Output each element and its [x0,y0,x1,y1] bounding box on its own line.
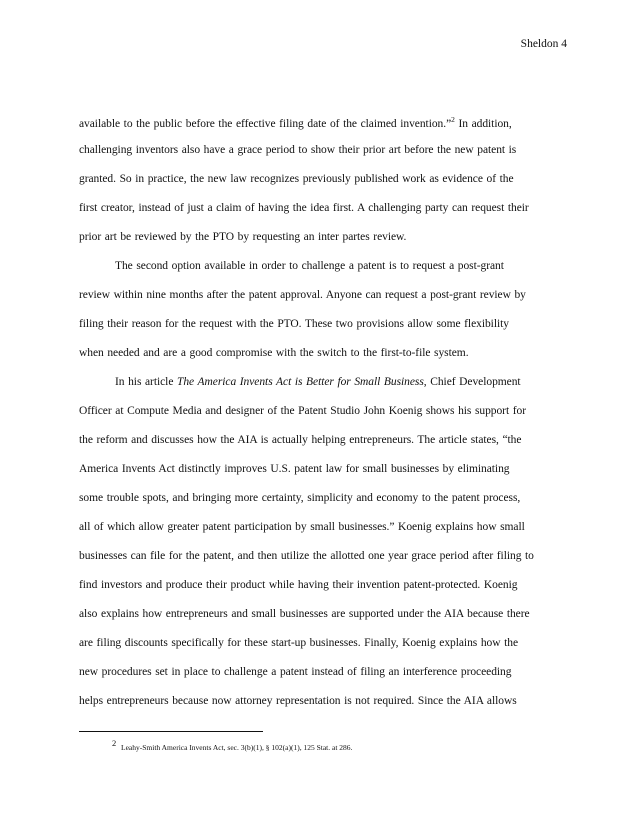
body-line: all of which allow greater patent participation by small businesses.” Koenig explains how small [79,521,525,533]
paragraph-first-line: In his article The America Invents Act is Better for Small Business, Chief Development [115,376,521,388]
paragraph-first-line: The second option available in order to challenge a patent is to request a post-grant [115,260,504,272]
footnote-text: Leahy-Smith America Invents Act, sec. 3(b)(1), § 102(a)(1), 125 Stat. at 286. [121,743,353,752]
body-line: the reform and discusses how the AIA is actually helping entrepreneurs. The article states, “the [79,434,522,446]
body-line: first creator, instead of just a claim of having the idea first. A challenging party can request their [79,202,529,214]
body-line: challenging inventors also have a grace period to show their prior art before the new patent is [79,144,517,156]
footnote-ref: 2 [451,115,455,124]
page-header: Sheldon 4 [520,38,567,50]
body-line: also explains how entrepreneurs and small businesses are supported under the AIA because there [79,608,530,620]
body-line: granted. So in practice, the new law recognizes previously published work as evidence of the [79,173,514,185]
footnote-number: 2 [112,738,117,748]
body-line: America Invents Act distinctly improves U.S. patent law for small businesses by eliminating [79,463,510,475]
body-line: Officer at Compute Media and designer of the Patent Studio John Koenig shows his support for [79,405,526,417]
body-line: helps entrepreneurs because now attorney representation is not required. Since the AIA allows [79,695,517,707]
article-title: The America Invents Act is Better for Small Business [177,376,424,388]
body-line: filing their reason for the request with the PTO. These two provisions allow some flexibility [79,318,509,330]
body-line: find investors and produce their product while having their invention patent-protected. Koenig [79,579,518,591]
footnote-separator [79,731,263,732]
body-line: prior art be reviewed by the PTO by requesting an inter partes review. [79,231,407,243]
body-line: review within nine months after the patent approval. Anyone can request a post-grant review by [79,289,526,301]
body-line: are filing discounts specifically for these start-up businesses. Finally, Koenig explains how the [79,637,518,649]
body-line: businesses can file for the patent, and then utilize the allotted one year grace period after filing to [79,550,534,562]
body-line: new procedures set in place to challenge a patent instead of filing an interference proceeding [79,666,512,678]
body-line: when needed and are a good compromise with the switch to the first-to-file system. [79,347,469,359]
body-line: some trouble spots, and bringing more certainty, simplicity and economy to the patent process, [79,492,521,504]
body-line: available to the public before the effective filing date of the claimed invention.”$^2$ In addition, [79,115,512,130]
